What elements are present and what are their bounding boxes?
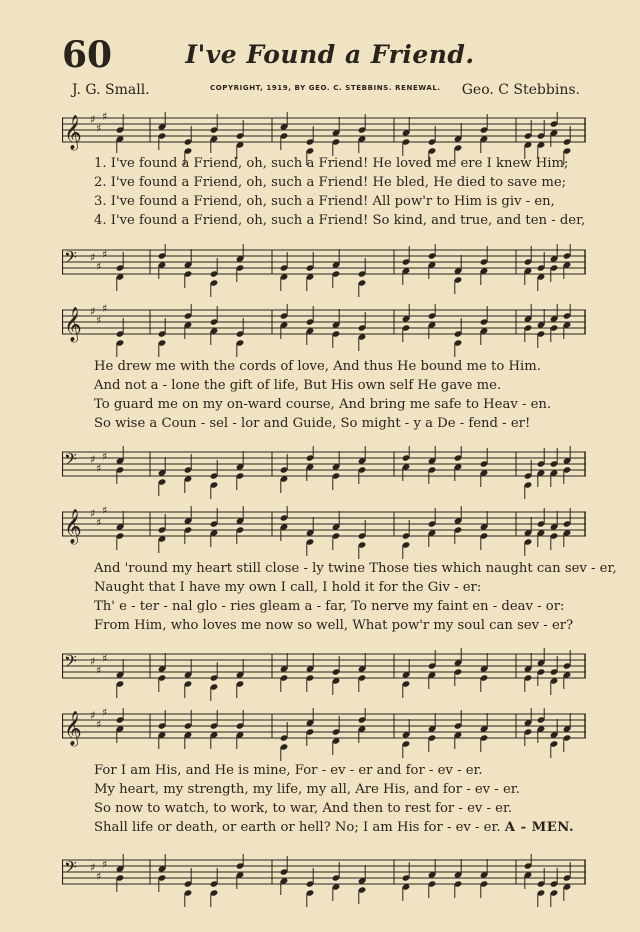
- copyright-notice: COPYRIGHT, 1919, BY GEO. C. STEBBINS. RENEWAL.: [210, 84, 441, 92]
- treble-staff: [62, 506, 586, 542]
- sharp-icon: ♯: [102, 304, 108, 315]
- verse-line: And not a - lone the gift of life, But His own self He gave me.: [94, 378, 502, 393]
- words-author: J. G. Small.: [72, 82, 150, 98]
- bass-staff-lines: [62, 446, 586, 502]
- bass-clef-icon: 𝄢: [64, 857, 77, 881]
- verse-line: 4. I've found a Friend, oh, such a Friend! So kind, and true, and ten - der,: [94, 213, 586, 228]
- verse-line: He drew me with the cords of love, And thus He bound me to Him.: [94, 359, 541, 374]
- sharp-icon: ♯: [96, 122, 102, 135]
- sharp-icon: ♯: [96, 870, 102, 883]
- treble-clef-icon: 𝄞: [64, 509, 82, 544]
- verse-line: My heart, my strength, my life, my all, Are His, and for - ev - er.: [94, 782, 520, 797]
- sharp-icon: ♯: [90, 113, 96, 126]
- sharp-icon: ♯: [102, 708, 108, 719]
- sharp-icon: ♯: [102, 450, 108, 463]
- sharp-icon: ♯: [102, 652, 108, 665]
- bass-clef-icon: 𝄢: [64, 449, 77, 473]
- sharp-icon: ♯: [90, 453, 96, 466]
- treble-staff: [62, 708, 586, 744]
- treble-clef-icon: 𝄞: [64, 307, 82, 342]
- bass-staff: [62, 648, 586, 684]
- verse-line: From Him, who loves me now so well, What pow'r my soul can sev - er?: [94, 618, 574, 633]
- treble-staff: [62, 112, 586, 148]
- sharp-icon: ♯: [102, 506, 108, 517]
- bass-staff-lines: [62, 648, 586, 704]
- verse-line: [94, 820, 586, 836]
- music-composer: Geo. C Stebbins.: [461, 82, 580, 98]
- bass-clef-icon: 𝄢: [64, 651, 77, 675]
- verse-line: So wise a Coun - sel - lor and Guide, So might - y a De - fend - er!: [94, 416, 531, 431]
- bass-staff-lines: [62, 854, 586, 910]
- verse-line: To guard me on my on-ward course, And bring me safe to Heav - en.: [94, 397, 552, 412]
- verse-line: Naught that I have my own I call, I hold it for the Giv - er:: [94, 580, 482, 595]
- bass-staff: [62, 854, 586, 890]
- amen-text: A - MEN.: [504, 820, 575, 835]
- verse-line: And 'round my heart still close - ly twine Those ties which naught can sev - er,: [94, 561, 617, 576]
- verse-line: 2. I've found a Friend, oh, such a Friend! He bled, He died to save me;: [94, 175, 567, 190]
- sharp-icon: ♯: [96, 718, 102, 731]
- verse-line: For I am His, and He is mine, For - ev - er and for - ev - er.: [94, 763, 483, 778]
- verse-line: 3. I've found a Friend, oh, such a Friend! All pow'r to Him is giv - en,: [94, 194, 555, 209]
- verse-line: So now to watch, to work, to war, And then to rest for - ev - er.: [94, 801, 513, 816]
- sharp-icon: ♯: [96, 462, 102, 475]
- sharp-icon: ♯: [96, 314, 102, 327]
- treble-staff-lines: [62, 506, 586, 562]
- verse-line: Th' e - ter - nal glo - ries gleam a - far, To nerve my faint en - deav - or:: [94, 599, 565, 614]
- sharp-icon: ♯: [90, 709, 96, 722]
- bass-staff-lines: [62, 244, 586, 300]
- bass-staff: [62, 244, 586, 280]
- sharp-icon: ♯: [96, 516, 102, 529]
- treble-staff: [62, 304, 586, 340]
- sharp-icon: ♯: [96, 260, 102, 273]
- sharp-icon: ♯: [90, 251, 96, 264]
- verse-line: 1. I've found a Friend, oh, such a Friend! He loved me ere I knew Him;: [94, 156, 569, 171]
- treble-clef-icon: 𝄞: [64, 115, 82, 150]
- treble-staff-lines: [62, 304, 586, 360]
- bass-staff: [62, 446, 586, 482]
- hymn-number: 60: [62, 34, 113, 76]
- sharp-icon: ♯: [102, 112, 108, 123]
- sharp-icon: ♯: [90, 655, 96, 668]
- treble-clef-icon: 𝄞: [64, 711, 82, 746]
- sharp-icon: ♯: [90, 861, 96, 874]
- sharp-icon: ♯: [90, 507, 96, 520]
- sharp-icon: ♯: [96, 664, 102, 677]
- bass-clef-icon: 𝄢: [64, 247, 77, 271]
- hymn-title: I've Found a Friend.: [185, 40, 475, 69]
- sharp-icon: ♯: [90, 305, 96, 318]
- verse-text: Shall life or death, or earth or hell? No; I am His for - ev - er.: [94, 820, 501, 835]
- sharp-icon: ♯: [102, 248, 108, 261]
- treble-staff-lines: [62, 708, 586, 764]
- sharp-icon: ♯: [102, 858, 108, 871]
